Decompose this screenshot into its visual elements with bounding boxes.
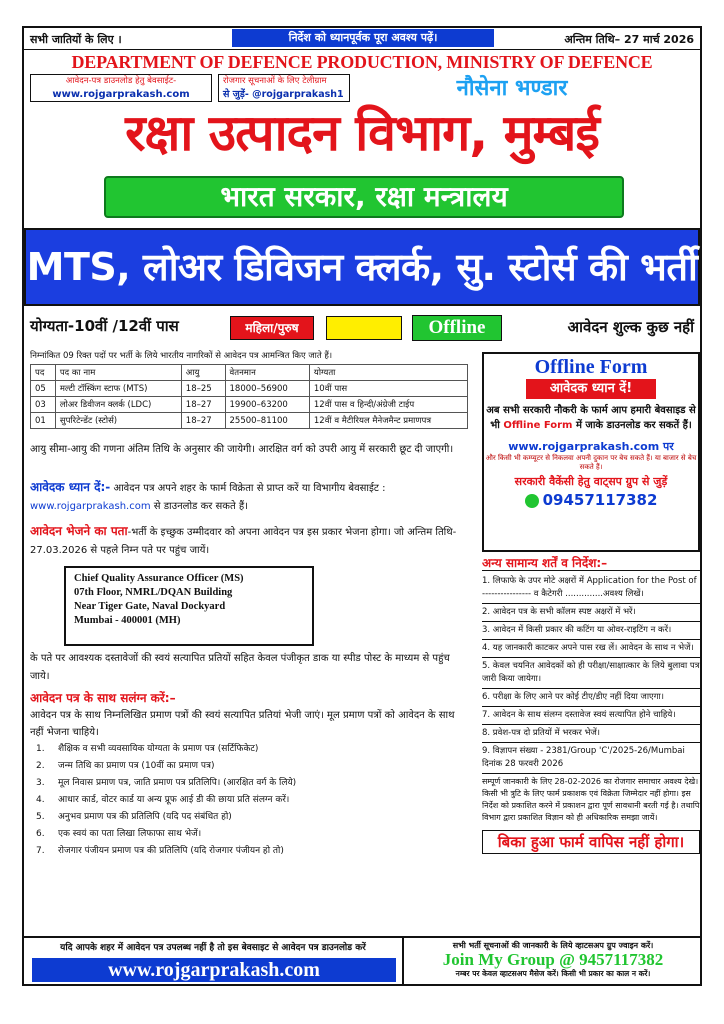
qualification-row (24, 314, 700, 344)
address-line: Mumbai - 400001 (MH) (74, 615, 181, 626)
offline-notice-badge: आवेदक ध्यान दें! (526, 379, 656, 399)
main-title: रक्षा उत्पादन विभाग, मुम्बई (125, 104, 599, 162)
address-line: 07th Floor, NMRL/DQAN Building (74, 587, 233, 598)
address-after-text: के पते पर आवश्यक दस्तावेजों की स्वयं सत्यापित प्रतियों सहित केवल पंजीकृत डाक या स्पीड पोस्ट के माध्यम से पहुंच जाये। (30, 653, 450, 682)
age-note: आयु सीमा-आयु की गणना अंतिम तिथि के अनुसार की जायेगी। आरक्षित वर्ग को उपरी आयु में सरकारी छूट दी जाएगी। (30, 444, 454, 455)
table-row (31, 413, 468, 429)
table-cell: 18–25 (181, 381, 225, 397)
list-item (30, 826, 470, 843)
list-text: अनुभव प्रमाण पत्र की प्रतिलिपि (यदि पद संबंधित हो) (58, 812, 232, 822)
condition-item: 4. यह जानकारी काटकर अपने पास रख लें। आवेदन के साथ न भेजें। (482, 640, 700, 658)
attention-text: आवेदन पत्र अपने शहर के फार्म विक्रेता से प्राप्त करें या विभागीय बेवसाईट : (110, 483, 386, 494)
address-box (64, 566, 314, 646)
bottom-left (24, 938, 404, 986)
offline-form-title: Offline Form (534, 356, 648, 378)
vacancy-intro: निम्नांकित 09 रिक्त पदों पर भर्ती के लिये भारतीय नागरिकों से आवेदन पत्र आमन्त्रित किए जाते हैं। (30, 351, 333, 361)
table-header-row (31, 365, 468, 381)
table-cell: लोअर डिवीजन क्लर्क (LDC) (55, 397, 181, 413)
offline-site-link[interactable]: www.rojgarprakash.com पर (508, 440, 674, 453)
bottom-right (406, 938, 700, 986)
address-line: Chief Quality Assurance Officer (MS) (74, 573, 244, 584)
phone-number: 09457117382 (542, 491, 658, 509)
table-header: पद (31, 365, 56, 381)
address-line: Near Tiger Gate, Naval Dockyard (74, 601, 226, 612)
qualification-label: योग्यता-10वीं /12वीं पास (30, 317, 179, 335)
bottom-right-note: नम्बर पर केवल व्हाटसअप मैसेज करें। किसी भी प्रकार का काल न करें। (455, 969, 651, 978)
table-cell: 10वीं पास (309, 381, 467, 397)
gov-banner: भारत सरकार, रक्षा मन्त्रालय (104, 176, 624, 218)
send-paragraph (30, 522, 470, 560)
list-number: 2. (36, 761, 45, 771)
condition-item: 7. आवेदन के साथ संलग्न दस्तावेज स्वयं सत्यापित होने चाहिये। (482, 707, 700, 725)
whatsapp-icon (525, 494, 539, 508)
table-header: आयु (181, 365, 225, 381)
navy-store-label: नौसेना भण्डार (456, 76, 568, 101)
posts-table (30, 364, 468, 429)
last-date: अन्तिम तिथि– 27 मार्च 2026 (564, 33, 694, 46)
list-text: मूल निवास प्रमाण पत्र, जाति प्रमाण पत्र प्रतिलिपि। (आरक्षित वर्ग के लिये) (58, 778, 297, 788)
table-cell: 12वीं पास व हिन्दी/अंग्रेजी टाईप (309, 397, 467, 413)
gender-badge: महिला/पुरुष (230, 316, 314, 340)
list-text: रोजगार पंजीयन प्रमाण पत्र की प्रतिलिपि (यदि रोजगार पंजीयन हो तो) (58, 846, 284, 856)
offline-badge: Offline (412, 315, 502, 341)
list-text: आधार कार्ड, वोटर कार्ड या अन्य प्रूफ आई डी की छाया प्रति संलग्न करें। (58, 795, 290, 805)
attention-label: आवेदक ध्यान दें:- (30, 480, 111, 494)
list-item (30, 843, 470, 860)
bottom-bar (24, 936, 700, 986)
list-text: एक स्वयं का पता लिखा लिफाफा साथ भेजें। (58, 829, 202, 839)
list-number: 1. (36, 744, 45, 754)
fee-label: आवेदन शुल्क कुछ नहीं (567, 318, 694, 336)
attention-paragraph (30, 478, 470, 516)
condition-item: 5. केवल चयनित आवेदकों को ही परीक्षा/साक्षात्कार के लिये बुलावा पत्र जारी किया जायेगा। (482, 658, 700, 689)
whatsapp-group-line: सरकारी वैकेंसी हेतु वाट्सप ग्रुप से जुड़ें (514, 475, 668, 488)
offline-small-note: और किसी भी कम्प्यूटर से निकलवा अपनी दुकान पर बेच सकते हैं। या बाजार से बेच सकते हैं। (485, 454, 697, 471)
bottom-right-text: सभी भर्ती सूचनाओं की जानकारी के लिये व्हाटसअप ग्रुप ज्वाइन करें। (452, 941, 654, 950)
notice-frame (22, 26, 702, 986)
condition-item: 9. विज्ञापन संख्या - 2381/Group 'C'/2025-26/Mumbai दिनांक 28 फरवरी 2026 (482, 743, 700, 774)
table-row (31, 397, 468, 413)
table-cell: 18000–56900 (225, 381, 309, 397)
website-link[interactable]: www.rojgarprakash.com (30, 501, 151, 512)
download-box-link[interactable]: www.rojgarprakash.com (52, 89, 190, 100)
table-header: योग्यता (309, 365, 467, 381)
list-number: 5. (36, 812, 45, 822)
read-instructions-banner: निर्देश को ध्यानपूर्वक पूरा अवश्य पढ़ें। (232, 29, 494, 47)
list-number: 6. (36, 829, 45, 839)
condition-item: 2. आवेदन पत्र के सभी कॉलम स्पष्ट अक्षरों में भरें। (482, 604, 700, 622)
list-item (30, 741, 470, 758)
offline-highlight: Offline Form (503, 420, 573, 431)
table-cell: 19900–63200 (225, 397, 309, 413)
telegram-box-label: रोजगार सूचनाओं के लिए टेलीग्राम (223, 76, 327, 86)
list-number: 4. (36, 795, 45, 805)
whatsapp-number[interactable] (484, 491, 698, 509)
list-item (30, 792, 470, 809)
table-cell: 18–27 (181, 413, 225, 429)
enclosures-list (30, 741, 470, 860)
enclosures-intro: आवेदन पत्र के साथ निम्नलिखित प्रमाण पत्रों की स्वयं सत्यापित प्रतियां भेजी जाएं। मूल प्रमाण पत्रों को आवेदन के साथ नहीं भेजना चाहिये। (30, 710, 455, 738)
table-cell: 03 (31, 397, 56, 413)
post-banner: MTS, लोअर डिविजन क्लर्क, सु. स्टोर्स की भर्ती (24, 228, 700, 306)
condition-item: 3. आवेदन में किसी प्रकार की कटिंग या ओवर-राइटिंग न करें। (482, 622, 700, 640)
all-castes-label: सभी जातियों के लिए । (30, 33, 122, 46)
offline-text-end: में जाके डाउनलोड कर सकतें हैं। (572, 420, 692, 431)
bottom-left-text: यदि आपके शहर में आवेदन पत्र उपलब्ध नहीं है तो इस बेवसाइट से आवेदन पत्र डाउनलोड करें (60, 943, 366, 953)
condition-item: 6. परीक्षा के लिए आने पर कोई टीए/डीए नहीं दिया जाएगा। (482, 689, 700, 707)
condition-item: 1. लिफाफे के उपर मोटे अक्षरों में Application for the Post of ---------------- व कैटेगरी ..............अवश्य लिखें। (482, 573, 700, 604)
list-item (30, 758, 470, 775)
table-cell: 05 (31, 381, 56, 397)
other-conditions (482, 556, 700, 854)
list-item (30, 775, 470, 792)
condition-item: 8. प्रवेश-पत्र दो प्रतियों में भरकर भेजें। (482, 725, 700, 743)
table-cell: 18–27 (181, 397, 225, 413)
yellow-blank-badge (326, 316, 402, 340)
table-cell: सुपरिटेन्डेंट (स्टोर्स) (55, 413, 181, 429)
list-number: 3. (36, 778, 45, 788)
join-group-link[interactable]: Join My Group @ 9457117382 (442, 950, 664, 969)
telegram-box-handle[interactable]: से जुड़ें- @rojgarprakash1 (223, 89, 344, 100)
enclosures-section (30, 690, 470, 860)
list-number: 7. (36, 846, 45, 856)
table-cell: 01 (31, 413, 56, 429)
list-text: शैक्षिक व सभी व्यवसायिक योग्यता के प्रमाण पत्र (सर्टिफिकेट) (58, 744, 259, 754)
table-cell: 25500–81100 (225, 413, 309, 429)
download-box-label: आवेदन-पत्र डाउनलोड हेतु बेवसाईट- (65, 76, 177, 86)
list-text: जन्म तिथि का प्रमाण पत्र (10वीं का प्रमाण पत्र) (58, 761, 215, 771)
offline-text-start: अब सभी सरकारी नौकरी के फार्म आप हमारी बेवसाइड से भी (486, 405, 696, 431)
table-header: वेतनमान (225, 365, 309, 381)
table-cell: मल्टी टॉस्किंग स्टाफ (MTS) (55, 381, 181, 397)
no-refund-note: बिका हुआ फार्म वापिस नहीं होगा। (482, 830, 700, 854)
list-item (30, 809, 470, 826)
other-heading: अन्य सामान्य शर्तें व निर्देश:– (482, 556, 700, 571)
condition-footnote: सम्पूर्ण जानकारी के लिए 28-02-2026 का रोजगार समाचार अवश्य देखे। किसी भी त्रुटि के लिए फार्म प्रकाशक एवं विक्रेता जिम्मेदार नहीं होगा। इस निर्देश को प्रकाशित करने में प्रकाशन द्वारा पूर्ण सावधानी बरती गई है। तथापि विभाग द्वारा प्रकाशित विज्ञान को ही अधिकारिक समझा जायें। (482, 777, 700, 822)
attention-text-end: से डाउनलोड कर सकते हैं। (150, 501, 248, 512)
send-text: -भर्ती के इच्छुक उम्मीदवार को अपना आवेदन पत्र इस प्रकार भेजना होगा। जो अन्तिम तिथि- 27.03.2026 से पहले निम्न पते पर पहुंच जायें। (30, 527, 457, 556)
bottom-site-link[interactable]: www.rojgarprakash.com (32, 958, 396, 982)
table-row (31, 381, 468, 397)
send-label: आवेदन भेजने का पता (30, 524, 128, 538)
department-heading: DEPARTMENT OF DEFENCE PRODUCTION, MINISTRY OF DEFENCE (71, 52, 653, 72)
top-row (24, 28, 700, 50)
table-cell: 12वीं व मैटीरियल मैनेजमैन्ट प्रमाणपत्र (309, 413, 467, 429)
offline-form-box (482, 352, 700, 552)
table-header: पद का नाम (55, 365, 181, 381)
enclosures-heading: आवेदन पत्र के साथ सलंग्न करें:– (30, 691, 176, 705)
offline-form-text (484, 403, 698, 433)
